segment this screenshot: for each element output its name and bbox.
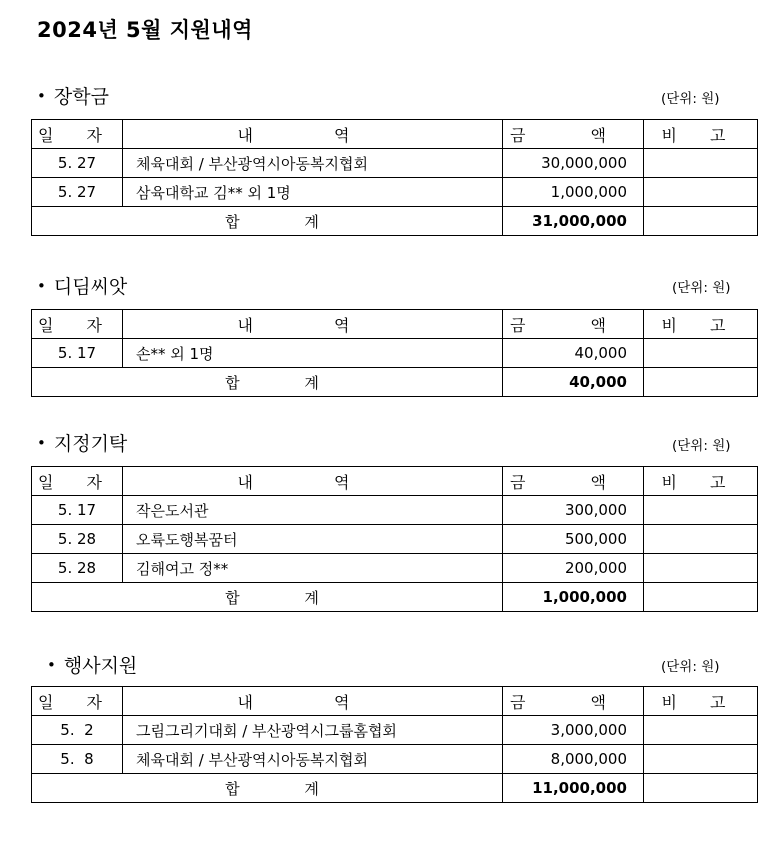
total-amount: 11,000,000	[503, 774, 644, 803]
table-row	[32, 554, 758, 583]
cell-amount: 30,000,000	[503, 149, 644, 178]
cell-amount: 200,000	[503, 554, 644, 583]
unit-note: (단위: 원)	[672, 438, 731, 454]
cell-amount: 40,000	[503, 339, 644, 368]
table-event	[31, 686, 758, 803]
cell-date: 5. 17	[32, 339, 123, 368]
table-scholarship	[31, 119, 758, 236]
cell-date: 5. 17	[32, 496, 123, 525]
header-date: 일 자	[32, 687, 123, 716]
cell-date: 5. 8	[32, 745, 123, 774]
table-header-row	[32, 467, 758, 496]
table-header-row	[32, 310, 758, 339]
unit-note: (단위: 원)	[672, 280, 731, 296]
cell-date: 5. 27	[32, 149, 123, 178]
table-row	[32, 525, 758, 554]
header-desc: 내 역	[123, 687, 503, 716]
section-heading-scholarship: • 장학금	[37, 86, 109, 108]
header-date: 일 자	[32, 310, 123, 339]
cell-amount: 1,000,000	[503, 178, 644, 207]
cell-amount: 8,000,000	[503, 745, 644, 774]
cell-note	[644, 774, 758, 803]
bullet-icon: •	[37, 87, 46, 105]
section-heading-didim: • 디딤씨앗	[37, 276, 128, 298]
cell-note	[644, 207, 758, 236]
total-label: 합 계	[32, 207, 503, 236]
cell-note	[644, 554, 758, 583]
table-header-row	[32, 120, 758, 149]
cell-note	[644, 339, 758, 368]
cell-desc: 작은도서관	[123, 496, 503, 525]
header-note: 비 고	[644, 467, 758, 496]
cell-amount: 3,000,000	[503, 716, 644, 745]
header-note: 비 고	[644, 120, 758, 149]
table-header-row	[32, 687, 758, 716]
header-amount: 금 액	[503, 467, 644, 496]
cell-note	[644, 149, 758, 178]
header-amount: 금 액	[503, 310, 644, 339]
cell-note	[644, 368, 758, 397]
cell-note	[644, 178, 758, 207]
header-date: 일 자	[32, 120, 123, 149]
total-row	[32, 368, 758, 397]
header-note: 비 고	[644, 687, 758, 716]
header-amount: 금 액	[503, 120, 644, 149]
total-row	[32, 583, 758, 612]
bullet-icon: •	[37, 277, 46, 295]
cell-desc: 체육대회 / 부산광역시아동복지협회	[123, 745, 503, 774]
unit-note: (단위: 원)	[661, 659, 720, 675]
unit-note: (단위: 원)	[661, 91, 720, 107]
cell-note	[644, 716, 758, 745]
cell-desc: 그림그리기대회 / 부산광역시그룹홈협회	[123, 716, 503, 745]
page-title: 2024년 5월 지원내역	[37, 18, 253, 42]
cell-note	[644, 496, 758, 525]
cell-desc: 손** 외 1명	[123, 339, 503, 368]
bullet-icon: •	[37, 434, 46, 452]
cell-amount: 300,000	[503, 496, 644, 525]
table-designated	[31, 466, 758, 612]
cell-note	[644, 745, 758, 774]
table-row	[32, 149, 758, 178]
cell-desc: 김해여고 정**	[123, 554, 503, 583]
cell-note	[644, 525, 758, 554]
header-note: 비 고	[644, 310, 758, 339]
total-label: 합 계	[32, 368, 503, 397]
cell-note	[644, 583, 758, 612]
header-desc: 내 역	[123, 467, 503, 496]
section-heading-event: • 행사지원	[47, 655, 138, 677]
cell-date: 5. 28	[32, 525, 123, 554]
cell-date: 5. 28	[32, 554, 123, 583]
total-amount: 31,000,000	[503, 207, 644, 236]
cell-desc: 삼육대학교 김** 외 1명	[123, 178, 503, 207]
cell-desc: 체육대회 / 부산광역시아동복지협회	[123, 149, 503, 178]
bullet-icon: •	[47, 656, 56, 674]
cell-date: 5. 27	[32, 178, 123, 207]
table-row	[32, 716, 758, 745]
header-desc: 내 역	[123, 310, 503, 339]
total-amount: 1,000,000	[503, 583, 644, 612]
total-label: 합 계	[32, 774, 503, 803]
header-amount: 금 액	[503, 687, 644, 716]
cell-amount: 500,000	[503, 525, 644, 554]
table-row	[32, 178, 758, 207]
cell-date: 5. 2	[32, 716, 123, 745]
total-row	[32, 207, 758, 236]
total-amount: 40,000	[503, 368, 644, 397]
section-heading-designated: • 지정기탁	[37, 433, 128, 455]
table-row	[32, 339, 758, 368]
cell-desc: 오륙도행복꿈터	[123, 525, 503, 554]
total-label: 합 계	[32, 583, 503, 612]
table-row	[32, 496, 758, 525]
header-desc: 내 역	[123, 120, 503, 149]
total-row	[32, 774, 758, 803]
table-row	[32, 745, 758, 774]
table-didim	[31, 309, 758, 397]
header-date: 일 자	[32, 467, 123, 496]
